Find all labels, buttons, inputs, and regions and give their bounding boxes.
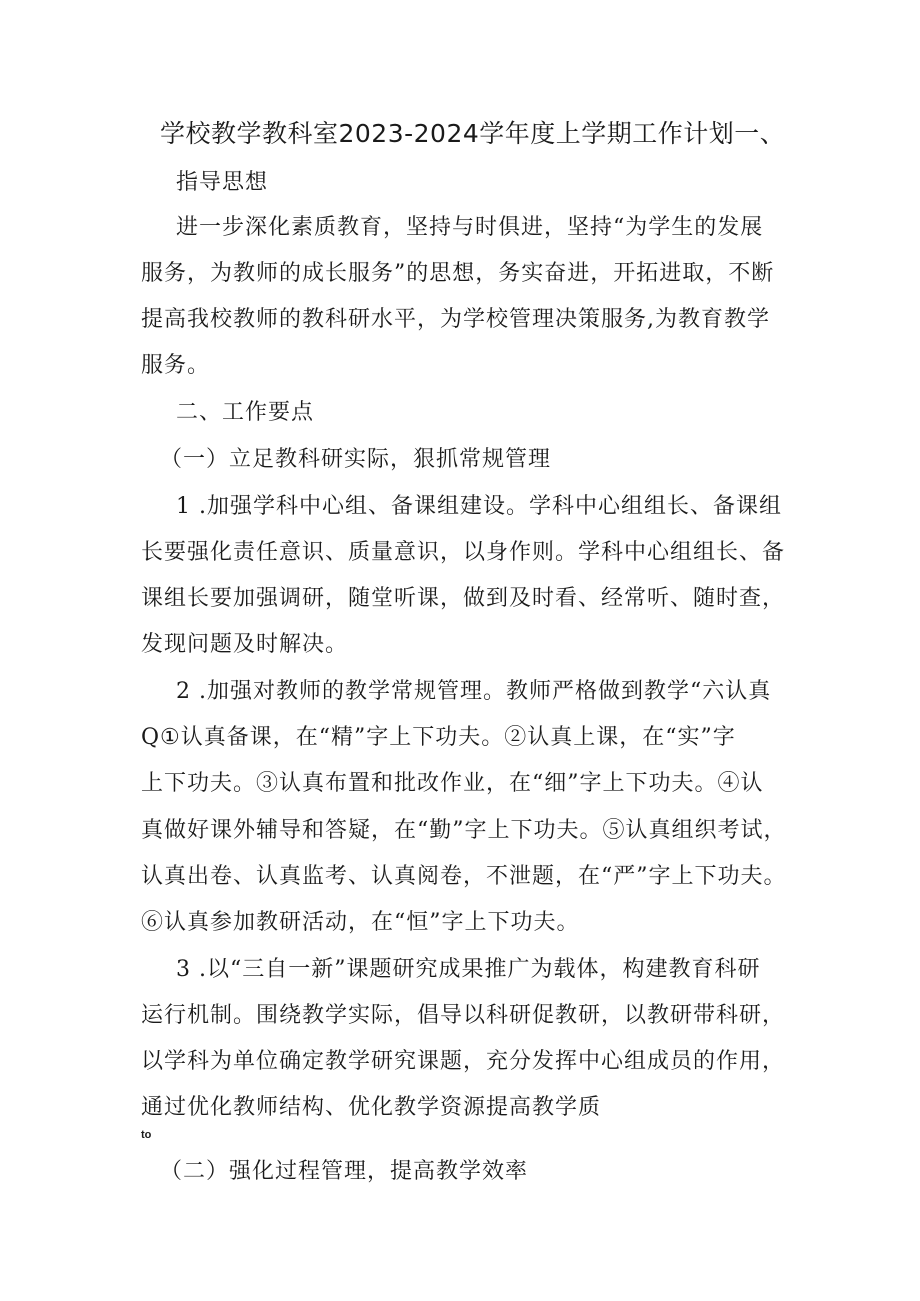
paragraph-line: 服务。 <box>141 353 211 378</box>
paragraph-line: 3 .以“三自一新”课题研究成果推广为载体，构建教育科研 <box>176 957 761 982</box>
paragraph-line: 服务，为教师的成长服务”的思想，务实奋进，开拓进取，不断 <box>141 261 775 286</box>
paragraph-line: ⑥认真参加教研活动，在“恒”字上下功夫。 <box>141 910 580 935</box>
paragraph-line: 真做好课外辅导和答疑，在“勤”字上下功夫。⑤认真组织考试， <box>141 818 787 843</box>
paragraph-line: 长要强化责任意识、质量意识，以身作则。学科中心组组长、备 <box>141 540 786 565</box>
paragraph-line: 2 .加强对教师的教学常规管理。教师严格做到教学“六认真 <box>176 679 772 704</box>
paragraph-line: 认真出卷、认真监考、认真阅卷，不泄题，在“严”字上下功夫。 <box>141 864 787 889</box>
paragraph-line: 进一步深化素质教育，坚持与时俱进，坚持“为学生的发展 <box>176 215 764 240</box>
paragraph-line: 课组长要加强调研，随堂听课，做到及时看、经常听、随时查， <box>141 586 786 611</box>
paragraph-line: 发现问题及时解决。 <box>141 632 349 657</box>
paragraph-line: 运行机制。围绕教学实际，倡导以科研促教研，以教研带科研， <box>141 1003 786 1028</box>
paragraph-line: 1 .加强学科中心组、备课组建设。学科中心组组长、备课组 <box>176 494 782 519</box>
subheading-process-management: （二）强化过程管理，提高教学效率 <box>160 1159 529 1184</box>
paragraph-line: 以学科为单位确定教学研究课题，充分发挥中心组成员的作用， <box>141 1049 786 1074</box>
paragraph-line: 提高我校教师的教科研水平，为学校管理决策服务,为教育教学 <box>141 307 770 332</box>
footnote-mark: to <box>141 1129 152 1141</box>
heading-work-points: 二、工作要点 <box>176 400 315 425</box>
paragraph-line: Q①认真备课，在“精”字上下功夫。②认真上课，在“实”字 <box>141 725 736 750</box>
subheading-routine-management: （一）立足教科研实际，狠抓常规管理 <box>160 447 552 472</box>
document-title: 学校教学教科室2023-2024学年度上学期工作计划一、 <box>160 119 786 148</box>
paragraph-line: 上下功夫。③认真布置和批改作业，在“细”字上下功夫。④认 <box>141 771 764 796</box>
paragraph-line: 通过优化教师结构、优化教学资源提高教学质 <box>141 1095 602 1120</box>
heading-guiding-thought: 指导思想 <box>176 170 269 195</box>
